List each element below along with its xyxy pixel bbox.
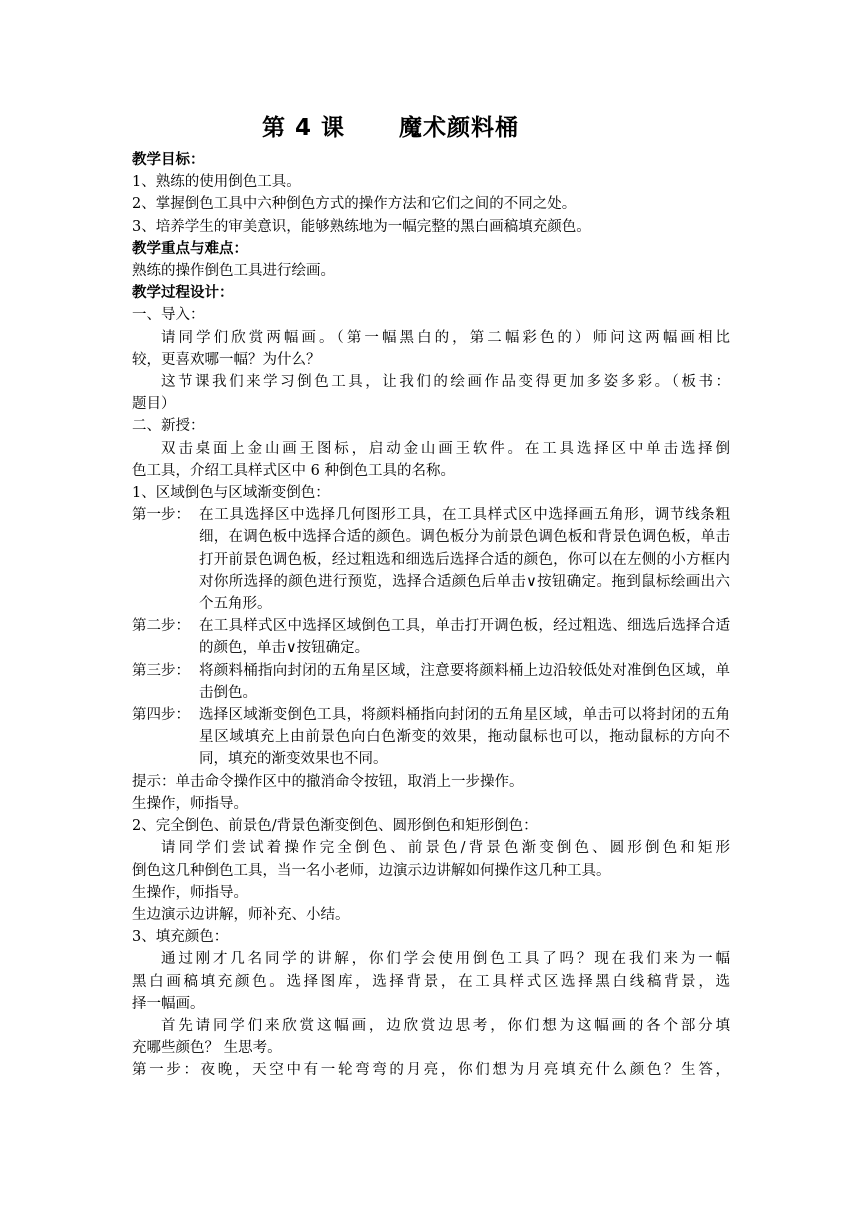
intro-section xyxy=(132,149,730,504)
text-line: 充哪些颜色？ 生思考。 xyxy=(132,1040,282,1057)
step-item xyxy=(132,615,730,659)
text-line: 这节课我们来学习倒色工具，让我们的绘画作品变得更加多姿多彩。（板书： xyxy=(161,374,730,391)
text-line: 黑白画稿填充颜色。选择图库，选择背景，在工具样式区选择黑白线稿背景，选 xyxy=(132,973,730,990)
text-line: 通过刚才几名同学的讲解，你们学会使用倒色工具了吗？现在我们来为一幅 xyxy=(161,951,730,968)
step-text: 将颜料桶指向封闭的五角星区域，注意要将颜料桶上边沿较低处对准倒色区域，单击倒色。 xyxy=(199,662,730,701)
step-label: 第二步： xyxy=(132,618,190,635)
text-line: 生操作，师指导。 xyxy=(132,884,248,901)
text-line: 二、新授： xyxy=(132,418,205,435)
section-heading: 教学过程设计： xyxy=(132,285,234,302)
step-label: 第一步： xyxy=(132,507,190,524)
text-line: 较，更喜欢哪一幅？为什么？ xyxy=(132,351,321,368)
text-line: 请同学们尝试着操作完全倒色、前景色/背景色渐变倒色、圆形倒色和矩形 xyxy=(161,840,730,857)
steps-section xyxy=(132,504,730,770)
step-text: 在工具样式区中选择区域倒色工具，单击打开调色板，经过粗选、细选后选择合适的颜色，单击∨按钮确定。 xyxy=(199,618,730,657)
document-body xyxy=(132,149,730,1082)
step-label: 第四步： xyxy=(132,707,190,724)
text-line: 2、掌握倒色工具中六种倒色方式的操作方法和它们之间的不同之处。 xyxy=(132,196,577,213)
text-line: 首先请同学们来欣赏这幅画，边欣赏边思考，你们想为这幅画的各个部分填 xyxy=(161,1017,730,1034)
text-line: 熟练的操作倒色工具进行绘画。 xyxy=(132,263,335,280)
text-line: 双击桌面上金山画王图标，启动金山画王软件。在工具选择区中单击选择倒 xyxy=(161,440,730,457)
step-label: 第三步： xyxy=(132,662,190,679)
text-line: 3、培养学生的审美意识，能够熟练地为一幅完整的黑白画稿填充颜色。 xyxy=(132,218,591,235)
later-section xyxy=(132,771,730,1082)
step-item xyxy=(132,504,730,615)
text-line: 一、导入： xyxy=(132,307,205,324)
section-heading: 教学目标： xyxy=(132,152,205,168)
page-title: 第 4 课 魔术颜料桶 xyxy=(262,115,520,141)
text-line: 1、区域倒色与区域渐变倒色： xyxy=(132,485,330,502)
text-line: 3、填充颜色： xyxy=(132,929,229,946)
text-line: 生边演示边讲解，师补充、小结。 xyxy=(132,906,350,923)
text-line: 色工具，介绍工具样式区中 6 种倒色工具的名称。 xyxy=(132,462,455,479)
text-line: 第一步：夜晚，天空中有一轮弯弯的月亮，你们想为月亮填充什么颜色？生答， xyxy=(132,1062,730,1079)
text-line: 生操作，师指导。 xyxy=(132,795,248,812)
text-line: 2、完全倒色、前景色/背景色渐变倒色、圆形倒色和矩形倒色： xyxy=(132,818,538,835)
text-line: 提示：单击命令操作区中的撤消命令按钮，取消上一步操作。 xyxy=(132,773,524,790)
text-line: 请同学们欣赏两幅画。（第一幅黑白的，第二幅彩色的）师问这两幅画相比 xyxy=(161,329,730,346)
step-text: 在工具选择区中选择几何图形工具，在工具样式区中选择画五角形，调节线条粗细，在调色板中选择合适的颜色。调色板分为前景色调色板和背景色调色板，单击打开前景色调色板，经过粗选和细选后选择合适的颜色，你可以在左侧的小方框内对你所选择的颜色进行预览，选择合适颜色后单击∨按钮确定。拖到鼠标绘画出六个五角形。 xyxy=(199,507,730,613)
section-heading: 教学重点与难点： xyxy=(132,240,248,257)
text-line: 倒色这几种倒色工具，当一名小老师，边演示边讲解如何操作这几种工具。 xyxy=(132,862,611,879)
step-text: 选择区域渐变倒色工具，将颜料桶指向封闭的五角星区域，单击可以将封闭的五角星区域填充上由前景色向白色渐变的效果，拖动鼠标也可以，拖动鼠标的方向不同，填充的渐变效果也不同。 xyxy=(199,707,730,768)
step-item xyxy=(132,660,730,704)
text-line: 题目） xyxy=(132,396,176,413)
step-item xyxy=(132,704,730,771)
text-line: 择一幅画。 xyxy=(132,995,205,1012)
text-line: 1、熟练的使用倒色工具。 xyxy=(132,174,301,191)
